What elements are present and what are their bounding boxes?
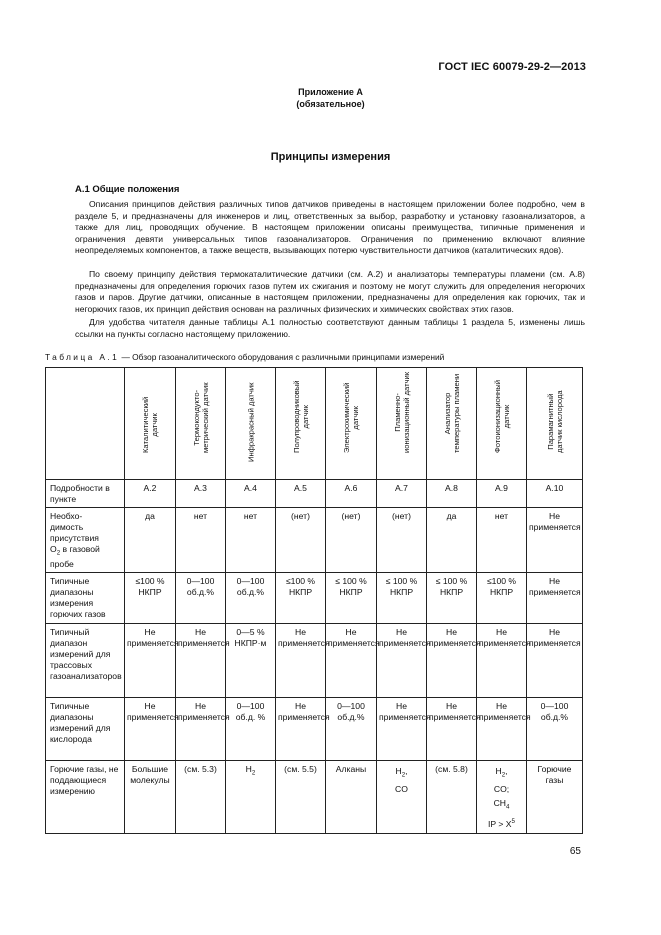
paragraph-3-text: Для удобства читателя данные таблицы А.1 полностью соответствуют данным таблицы 1 раздела 5, изменены лишь ссылки на пункты согласно настоящему приложению. <box>75 317 585 339</box>
header-line: Термокондукто- <box>191 389 201 446</box>
table-cell: 0—100 об.д.% <box>527 697 583 760</box>
row-label-part: Необхо- <box>50 511 83 521</box>
row-label-part: O <box>50 544 57 554</box>
table-header-cell <box>377 368 427 480</box>
header-line: Полупроводниковый <box>291 380 301 453</box>
table-cell: ≤100 % НКПР <box>125 572 176 623</box>
table-cell: А.5 <box>276 480 326 508</box>
header-line: Фотоионизационный <box>492 380 502 453</box>
row-label: Типичный диапазон измерений для трассовых газоанализаторов <box>46 623 125 697</box>
paragraph-3 <box>75 317 585 340</box>
table-cell: А.7 <box>377 480 427 508</box>
formula-subscript: 4 <box>505 804 510 812</box>
row-label: Подробности в пункте <box>46 480 125 508</box>
table-cell: (см. 5.8) <box>427 760 477 833</box>
table-cell: Не применяется <box>276 697 326 760</box>
formula-superscript: 5 <box>511 818 515 826</box>
section-heading: А.1 Общие положения <box>75 184 180 195</box>
paragraph-1-text: Описания принципов действия различных типов датчиков приведены в настоящем приложении более подробно, чем в разделе 5, и предназначены для инженеров и лиц, ответственных за выбор, разработку и установку газоанализаторов, а также для лиц, проводящих обучение. В настоящем приложении описаны преимущества, типичные применения и ограничения девяти универсальных типов газоанализаторов. Ограничения по применению включают влияние неопределяемых компонентов, а также веществ, вызывающих потерю чувствительности датчиков (каталитических ядов). <box>75 199 585 255</box>
table-caption <box>45 352 444 362</box>
document-standard-header: ГОСТ IEC 60079-29-2—2013 <box>438 61 586 73</box>
table-cell: 0—100 об.д.% <box>176 572 226 623</box>
table-header-cell <box>125 368 176 480</box>
table-cell: Не применяется <box>326 623 377 697</box>
table-header-cell <box>326 368 377 480</box>
table-cell: Не применяется <box>276 623 326 697</box>
table-cell: А.8 <box>427 480 477 508</box>
formula-part: CO <box>395 784 408 795</box>
header-line: метрический датчик <box>200 382 210 453</box>
table-cell: (см. 5.3) <box>176 760 226 833</box>
formula-part: H <box>245 763 252 774</box>
formula-part: IP > X <box>488 819 512 830</box>
table-cell: нет <box>226 508 276 573</box>
table-cell: А.2 <box>125 480 176 508</box>
table-header-cell <box>527 368 583 480</box>
row-label: Типичные диапазоны измерения горючих газов <box>46 572 125 623</box>
table-cell: Не применяется <box>527 508 583 573</box>
table-cell: нет <box>176 508 226 573</box>
table-cell <box>226 760 276 833</box>
table-cell: Не применяется <box>176 623 226 697</box>
appendix-status: (обязательное) <box>296 99 365 109</box>
formula-subscript: 2 <box>251 769 256 777</box>
table-cell: Не применяется <box>527 572 583 623</box>
table-row <box>46 480 583 508</box>
table-cell: (нет) <box>276 508 326 573</box>
table-cell: Алканы <box>326 760 377 833</box>
table-cell: А.9 <box>477 480 527 508</box>
table-cell: Большие молекулы <box>125 760 176 833</box>
formula-part: H <box>495 765 502 776</box>
table-row <box>46 572 583 623</box>
table-cell: да <box>427 508 477 573</box>
paragraph-2 <box>75 269 585 315</box>
table-cell: Горючие газы <box>527 760 583 833</box>
table-cell: Не применяется <box>377 623 427 697</box>
paragraph-2-text: По своему принципу действия термокаталитические датчики (см. А.2) и анализаторы температуры пламени (см. А.8) предназначены для определения горючих газов путем их сжигания и поэтому не могут служить для определения негорючих газов и паров. Другие датчики, описанные в настоящем приложении, предназначены для определения как горючих, так и негорючих газов, их принцип действия основан на различных физических и химических свойствах этих газов. <box>75 269 585 314</box>
formula-part: CH <box>493 798 506 809</box>
page-title: Принципы измерения <box>270 151 391 163</box>
row-label-part: в газовой <box>60 544 100 554</box>
table-cell: 0—100 об.д. % <box>226 697 276 760</box>
table-header-cell <box>176 368 226 480</box>
row-label-subscript: 2 <box>56 549 61 557</box>
table-header-cell <box>427 368 477 480</box>
header-line: датчик <box>300 404 310 429</box>
header-line: Анализатор <box>442 392 452 435</box>
header-line: Каталитический <box>141 396 150 453</box>
table-cell: Не применяется <box>125 623 176 697</box>
table-cell: (нет) <box>377 508 427 573</box>
table-cell: А.10 <box>527 480 583 508</box>
table-cell: Не применяется <box>427 623 477 697</box>
row-label <box>46 508 125 573</box>
table-cell: да <box>125 508 176 573</box>
table-row <box>46 697 583 760</box>
table-header-cell <box>226 368 276 480</box>
table-cell: ≤ 100 % НКПР <box>377 572 427 623</box>
table-cell: Не применяется <box>527 623 583 697</box>
table-row <box>46 508 583 573</box>
appendix-title: Приложение А <box>298 87 363 97</box>
header-line: датчик кислорода <box>554 390 564 453</box>
table-cell: ≤ 100 % НКПР <box>326 572 377 623</box>
table-cell: 0—100 об.д.% <box>326 697 377 760</box>
appendix-heading <box>0 86 661 110</box>
row-label-part: димость <box>50 522 84 532</box>
table-cell: ≤100 % НКПР <box>477 572 527 623</box>
table-caption-text: — Обзор газоаналитического оборудования с различными принципами измерений <box>119 352 445 362</box>
paragraph-1 <box>75 199 585 257</box>
table-caption-prefix: Таблица А.1 <box>45 352 120 362</box>
header-line: температуры пламени <box>451 373 461 453</box>
table-header-row <box>46 368 583 480</box>
table-cell: Не применяется <box>477 697 527 760</box>
header-line: Электрохимический <box>342 382 351 453</box>
row-label-part: пробе <box>50 558 74 569</box>
table-cell: (нет) <box>326 508 377 573</box>
table-row <box>46 760 583 833</box>
table-cell: А.3 <box>176 480 226 508</box>
header-line: Инфракрасный датчик <box>246 382 255 462</box>
header-line: ионизационный датчик <box>401 371 411 453</box>
table-cell: Не применяется <box>427 697 477 760</box>
table-cell: нет <box>477 508 527 573</box>
header-line: датчик <box>501 404 511 429</box>
header-line: Парамагнитный <box>545 393 555 450</box>
table-header-cell <box>276 368 326 480</box>
row-label-part: присутствия <box>50 533 99 543</box>
table-cell: $H_2$, CO <box>377 760 427 833</box>
header-line: Пламенно- <box>392 393 402 432</box>
formula-part: H <box>395 765 402 776</box>
table-cell: (см. 5.5) <box>276 760 326 833</box>
row-label: Типичные диапазоны измерений для кислорода <box>46 697 125 760</box>
formula-part: CO; <box>493 784 510 795</box>
page-number: 65 <box>569 846 581 857</box>
formula-subscript: 2 <box>501 771 506 779</box>
table-cell: А.6 <box>326 480 377 508</box>
table-cell: ≤ 100 % НКПР <box>427 572 477 623</box>
table-cell: 0—5 % НКПР·м <box>226 623 276 697</box>
table-cell: Не применяется <box>125 697 176 760</box>
header-line: датчик <box>150 413 159 437</box>
table-cell: Не применяется <box>477 623 527 697</box>
table-row <box>46 623 583 697</box>
table-cell: $H_2$, CO; $CH_4$ IP > $X^5$ <box>477 760 527 833</box>
table-header-cell <box>477 368 527 480</box>
table-header-corner <box>46 368 125 480</box>
header-line: датчик <box>351 406 360 430</box>
table-cell: А.4 <box>226 480 276 508</box>
row-label: Горючие газы, не поддающиеся измерению <box>46 760 125 833</box>
table-cell: ≤100 % НКПР <box>276 572 326 623</box>
table-cell: Не применяется <box>377 697 427 760</box>
table-cell: Не применяется <box>176 697 226 760</box>
formula-subscript: 2 <box>401 771 406 779</box>
table-cell: 0—100 об.д.% <box>226 572 276 623</box>
gas-analyzer-table <box>45 367 583 834</box>
